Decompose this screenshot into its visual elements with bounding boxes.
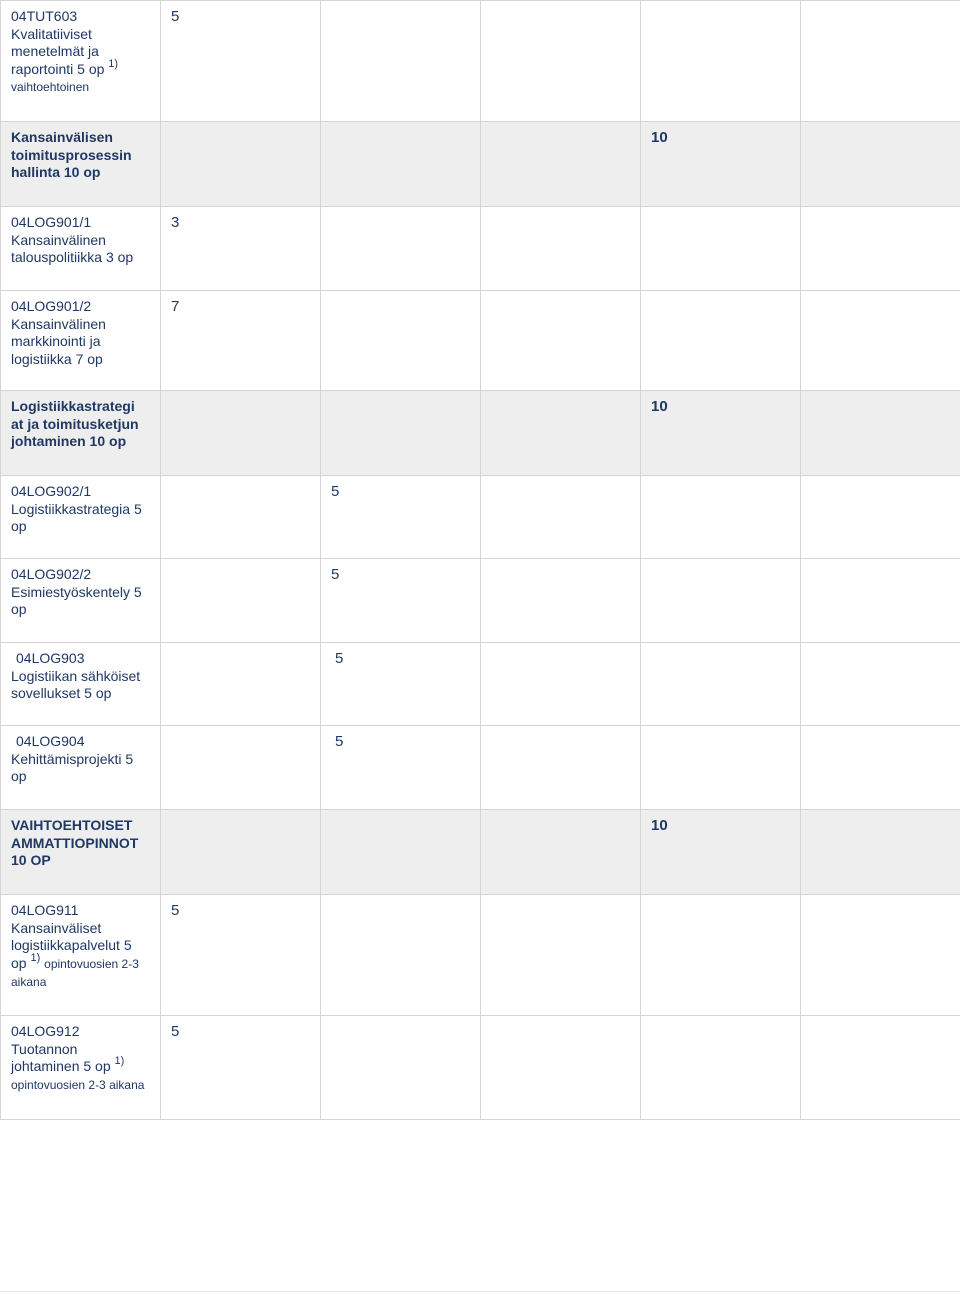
course-name-cell xyxy=(1,643,161,726)
course-note: aikana xyxy=(11,975,47,989)
empty-cell xyxy=(481,643,641,726)
credit-value: 5 xyxy=(171,1023,180,1040)
credit-cell xyxy=(161,1,321,122)
module-credits: 10 OP xyxy=(11,852,51,868)
empty-cell xyxy=(161,810,321,895)
credit-cell xyxy=(161,895,321,1016)
table-row xyxy=(1,810,960,895)
course-title-line: markkinointi ja xyxy=(11,333,101,349)
credit-cell xyxy=(641,122,801,207)
empty-cell xyxy=(321,895,481,1016)
course-name-cell xyxy=(1,726,161,810)
course-title-line: Esimiestyöskentely 5 xyxy=(11,583,142,600)
empty-cell xyxy=(641,291,801,391)
empty-cell xyxy=(801,207,960,291)
course-code: 04LOG902/2 xyxy=(11,566,92,582)
empty-cell xyxy=(801,559,960,643)
course-title-line: Logistiikkastrategia 5 xyxy=(11,500,142,517)
course-title-line: Kansainvälinen xyxy=(11,315,106,332)
module-name-cell xyxy=(1,122,161,207)
course-code: 04LOG911 xyxy=(11,902,79,918)
course-title-line: menetelmät ja xyxy=(11,43,99,59)
credit-cell xyxy=(321,726,481,810)
empty-cell xyxy=(161,391,321,476)
credit-value: 5 xyxy=(331,566,340,583)
module-title-line: AMMATTIOPINNOT xyxy=(11,834,139,851)
course-name-cell xyxy=(1,291,161,391)
credit-cell xyxy=(641,810,801,895)
empty-cell xyxy=(641,643,801,726)
module-credits: hallinta 10 op xyxy=(11,164,101,180)
empty-cell xyxy=(481,291,641,391)
table-row xyxy=(1,643,960,726)
empty-cell xyxy=(641,1,801,122)
empty-cell xyxy=(641,559,801,643)
course-credits: johtaminen 5 op xyxy=(11,1058,111,1074)
empty-cell xyxy=(481,895,641,1016)
credit-value: 5 xyxy=(171,902,180,919)
course-note: opintovuosien 2-3 xyxy=(44,956,139,971)
empty-cell xyxy=(801,726,960,810)
empty-cell xyxy=(641,726,801,810)
table-row xyxy=(1,291,960,391)
course-code: 04TUT603 xyxy=(11,8,78,24)
empty-cell xyxy=(481,476,641,559)
footnote-marker: 1) xyxy=(30,951,41,964)
empty-cell xyxy=(321,291,481,391)
empty-cell xyxy=(481,726,641,810)
course-title-line: logistiikkapalvelut 5 xyxy=(11,937,132,953)
credit-value: 5 xyxy=(335,733,344,750)
course-code: 04LOG901/1 xyxy=(11,214,92,230)
course-title-line: Kvalitatiiviset xyxy=(11,25,92,42)
course-note: opintovuosien 2-3 aikana xyxy=(11,1077,145,1092)
credit-cell xyxy=(161,1016,321,1120)
credit-value: 5 xyxy=(171,8,180,25)
empty-cell xyxy=(321,810,481,895)
module-title-line: VAIHTOEHTOISET xyxy=(11,817,133,833)
course-title-line: Logistiikan sähköiset xyxy=(11,667,141,684)
empty-cell xyxy=(801,810,960,895)
course-credits: op xyxy=(11,518,27,534)
empty-cell xyxy=(161,559,321,643)
credit-value: 10 xyxy=(651,817,668,834)
empty-cell xyxy=(801,476,960,559)
table-row xyxy=(1,391,960,476)
credit-value: 5 xyxy=(331,483,340,500)
page-divider xyxy=(0,1291,960,1292)
empty-cell xyxy=(801,1016,960,1120)
empty-cell xyxy=(321,391,481,476)
empty-cell xyxy=(801,391,960,476)
footnote-marker: 1) xyxy=(114,1055,125,1068)
table-row xyxy=(1,726,960,810)
course-title-line: Kansainväliset xyxy=(11,919,102,936)
course-code: 04LOG904 xyxy=(16,733,85,749)
table-row xyxy=(1,1016,960,1120)
course-title-line: Kehittämisprojekti 5 xyxy=(11,750,134,767)
empty-cell xyxy=(481,391,641,476)
module-title-line: toimitusprosessin xyxy=(11,146,132,163)
course-credits: talouspolitiikka 3 op xyxy=(11,249,134,265)
empty-cell xyxy=(481,1,641,122)
module-name-cell xyxy=(1,810,161,895)
module-title-line: Kansainvälisen xyxy=(11,129,113,145)
module-title-line: at ja toimitusketjun xyxy=(11,415,139,432)
course-credits: raportointi 5 op xyxy=(11,60,105,77)
footnote-marker: 1) xyxy=(108,57,119,70)
empty-cell xyxy=(801,643,960,726)
credit-cell xyxy=(161,207,321,291)
empty-cell xyxy=(641,895,801,1016)
module-credits: johtaminen 10 op xyxy=(11,433,127,449)
table-row xyxy=(1,122,960,207)
course-credits: op xyxy=(11,768,27,784)
course-name-cell xyxy=(1,207,161,291)
empty-cell xyxy=(161,643,321,726)
table-row xyxy=(1,895,960,1016)
empty-cell xyxy=(801,895,960,1016)
empty-cell xyxy=(481,810,641,895)
empty-cell xyxy=(641,1016,801,1120)
credit-cell xyxy=(161,291,321,391)
table-row xyxy=(1,476,960,559)
course-note: vaihtoehtoinen xyxy=(11,80,90,94)
course-code: 04LOG903 xyxy=(16,650,85,666)
empty-cell xyxy=(801,291,960,391)
empty-cell xyxy=(321,1,481,122)
empty-cell xyxy=(161,122,321,207)
empty-cell xyxy=(801,122,960,207)
course-name-cell xyxy=(1,1,161,122)
empty-cell xyxy=(161,476,321,559)
course-code: 04LOG901/2 xyxy=(11,298,92,314)
empty-cell xyxy=(321,122,481,207)
course-code: 04LOG902/1 xyxy=(11,483,92,499)
course-name-cell xyxy=(1,476,161,559)
course-name-cell xyxy=(1,1016,161,1120)
course-credits: op xyxy=(11,601,27,617)
table-row xyxy=(1,559,960,643)
course-title-line: Kansainvälinen xyxy=(11,231,106,248)
module-name-cell xyxy=(1,391,161,476)
empty-cell xyxy=(801,1,960,122)
empty-cell xyxy=(321,1016,481,1120)
credit-cell xyxy=(321,643,481,726)
table-row xyxy=(1,207,960,291)
empty-cell xyxy=(161,726,321,810)
empty-cell xyxy=(641,476,801,559)
course-credits: logistiikka 7 op xyxy=(11,350,103,367)
course-code: 04LOG912 xyxy=(11,1023,80,1039)
credit-value: 7 xyxy=(171,298,180,315)
empty-cell xyxy=(321,207,481,291)
credit-cell xyxy=(641,391,801,476)
course-credits: sovellukset 5 op xyxy=(11,685,112,701)
empty-cell xyxy=(481,207,641,291)
course-title-line: Tuotannon xyxy=(11,1040,78,1057)
course-name-cell xyxy=(1,895,161,1016)
credit-value: 10 xyxy=(651,398,668,415)
table-row xyxy=(1,1,960,122)
credit-value: 5 xyxy=(335,650,344,667)
credit-cell xyxy=(321,476,481,559)
empty-cell xyxy=(481,559,641,643)
credit-cell xyxy=(321,559,481,643)
empty-cell xyxy=(481,1016,641,1120)
empty-cell xyxy=(641,207,801,291)
credit-value: 10 xyxy=(651,129,668,146)
course-name-cell xyxy=(1,559,161,643)
module-title-line: Logistiikkastrategi xyxy=(11,398,135,414)
empty-cell xyxy=(481,122,641,207)
credit-value: 3 xyxy=(171,214,180,231)
course-credits: op xyxy=(11,954,27,971)
